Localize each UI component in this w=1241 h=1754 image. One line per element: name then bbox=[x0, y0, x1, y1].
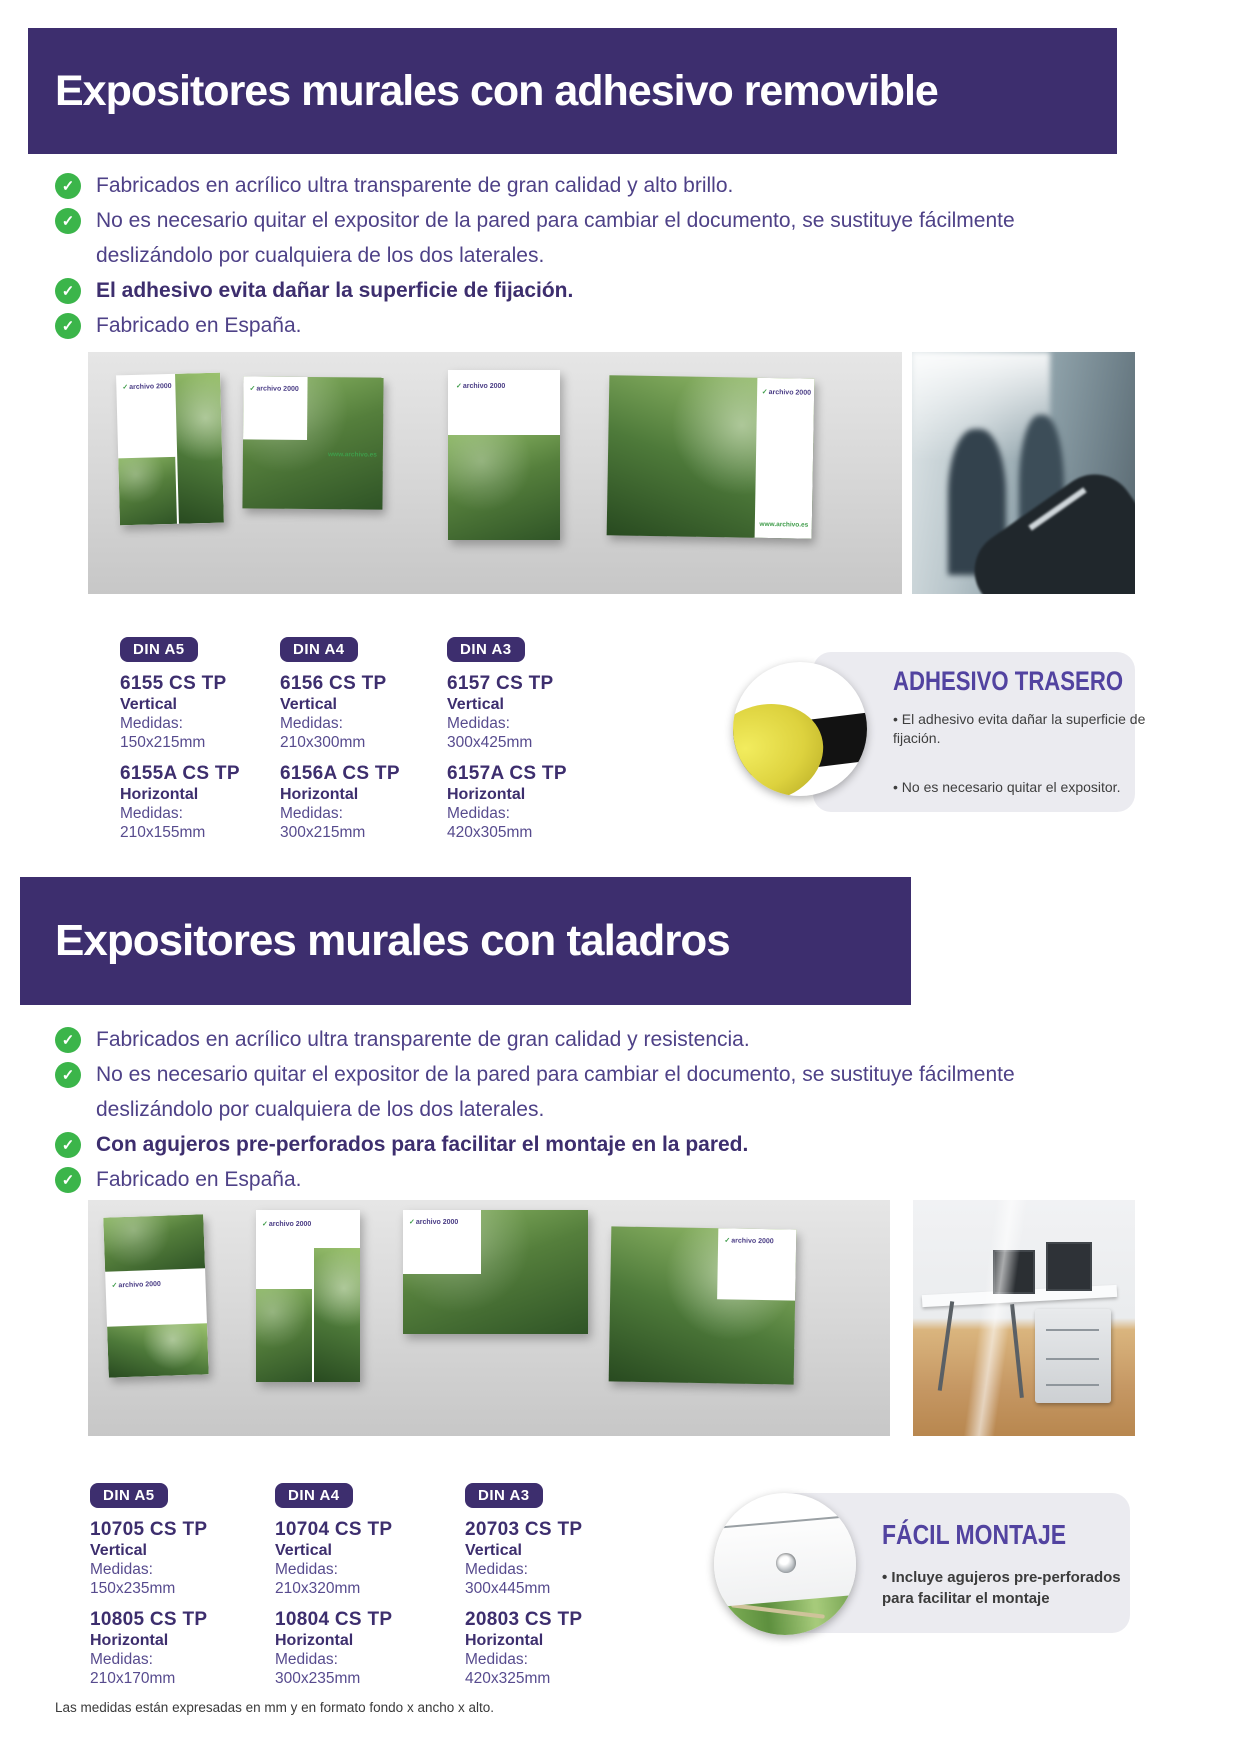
office-desk-photo bbox=[913, 1200, 1135, 1436]
product-spec-din-a3 bbox=[447, 637, 612, 842]
monitor bbox=[1046, 1242, 1092, 1291]
easy-mount-callout bbox=[770, 1493, 1130, 1633]
product-spec-din-a4 bbox=[280, 637, 445, 842]
size-value: 210x300mm bbox=[280, 733, 366, 751]
section1-banner bbox=[28, 28, 1117, 154]
feature-text: Fabricado en España. bbox=[96, 314, 302, 337]
size-value: 300x215mm bbox=[280, 823, 366, 841]
product-code: 10704 CS TP bbox=[275, 1519, 393, 1540]
drawer-handle bbox=[1046, 1329, 1099, 1331]
feature-text: No es necesario quitar el expositor de la pared para cambiar el documento, se sustituye fácilmente deslizándolo por cualquiera de los dos laterales. bbox=[96, 209, 1015, 267]
callout-title: ADHESIVO TRASERO bbox=[893, 666, 1124, 696]
size-value: 210x320mm bbox=[275, 1579, 361, 1597]
brand-logo: ✓ archivo 2000 bbox=[456, 382, 505, 390]
din-badge: DIN A3 bbox=[465, 1483, 543, 1508]
check-icon bbox=[55, 208, 81, 234]
chair-leg bbox=[1010, 1304, 1024, 1398]
product-code: 6156 CS TP bbox=[280, 673, 387, 694]
din-badge: DIN A5 bbox=[120, 637, 198, 662]
medidas-label: Medidas: bbox=[120, 805, 183, 822]
callout-bullet: • Incluye agujeros pre-perforados para facilitar el montaje bbox=[882, 1569, 1121, 1607]
brand-logo: ✓ archivo 2000 bbox=[724, 1236, 773, 1245]
check-icon bbox=[55, 173, 81, 199]
product-spec-din-a5 bbox=[120, 637, 285, 842]
feature-item bbox=[55, 1162, 1070, 1197]
panel-image bbox=[107, 1323, 209, 1378]
feature-item bbox=[55, 203, 1070, 273]
panel-logo-area bbox=[717, 1228, 796, 1301]
size-value: 300x425mm bbox=[447, 733, 533, 751]
brand-logo: ✓ archivo 2000 bbox=[122, 382, 171, 391]
product-code: 20703 CS TP bbox=[465, 1519, 583, 1540]
product-code: 10804 CS TP bbox=[275, 1609, 393, 1630]
panel-logo-area bbox=[403, 1210, 481, 1274]
drilled-hole-macro-image bbox=[714, 1493, 856, 1635]
panel-image bbox=[314, 1248, 360, 1382]
feature-text: El adhesivo evita dañar la superficie de fijación. bbox=[96, 279, 574, 302]
feature-item bbox=[55, 273, 1070, 308]
check-icon bbox=[55, 1167, 81, 1193]
adhesive-yellow-strip bbox=[733, 690, 835, 796]
orientation-label: Vertical bbox=[120, 696, 177, 713]
display-panel-a5-vertical bbox=[116, 373, 224, 526]
brand-logo: ✓ archivo 2000 bbox=[262, 1220, 311, 1228]
product-code: 6155 CS TP bbox=[120, 673, 227, 694]
product-photo-wall-adhesive bbox=[88, 352, 902, 594]
section2-banner bbox=[20, 877, 911, 1005]
callout-bullet: • El adhesivo evita dañar la superficie de fijación. bbox=[893, 711, 1146, 746]
medidas-label: Medidas: bbox=[280, 805, 343, 822]
display-panel-a4-vertical bbox=[256, 1210, 360, 1382]
brand-url: www.archivo.es bbox=[759, 520, 809, 529]
orientation-label: Vertical bbox=[447, 696, 504, 713]
size-value: 420x305mm bbox=[447, 823, 533, 841]
display-panel-a3-horizontal bbox=[607, 375, 815, 539]
medidas-label: Medidas: bbox=[447, 715, 510, 732]
measurement-note: Las medidas están expresadas en mm y en formato fondo x ancho x alto. bbox=[55, 1700, 494, 1715]
brand-logo: ✓ archivo 2000 bbox=[249, 384, 298, 392]
medidas-label: Medidas: bbox=[120, 715, 183, 732]
callout-bullet: • No es necesario quitar el expositor. bbox=[893, 779, 1121, 795]
orientation-label: Horizontal bbox=[90, 1632, 169, 1649]
size-value: 150x235mm bbox=[90, 1579, 176, 1597]
brand-logo: ✓ archivo 2000 bbox=[409, 1218, 458, 1226]
panel-image bbox=[103, 1214, 205, 1272]
display-panel-a3-horizontal bbox=[609, 1226, 797, 1384]
orientation-label: Horizontal bbox=[465, 1632, 544, 1649]
din-badge: DIN A4 bbox=[280, 637, 358, 662]
medidas-label: Medidas: bbox=[90, 1561, 153, 1578]
section1-title: Expositores murales con adhesivo removible bbox=[55, 66, 938, 115]
panel-image bbox=[448, 435, 560, 540]
check-icon bbox=[55, 1062, 81, 1088]
orientation-label: Horizontal bbox=[275, 1632, 354, 1649]
product-spec-din-a4 bbox=[275, 1483, 440, 1688]
product-code: 6156A CS TP bbox=[280, 763, 400, 784]
feature-text: Fabricados en acrílico ultra transparente de gran calidad y resistencia. bbox=[96, 1028, 750, 1051]
office-people-photo bbox=[912, 352, 1135, 594]
check-icon bbox=[55, 313, 81, 339]
display-panel-a4-horizontal bbox=[242, 376, 383, 509]
callout-title: FÁCIL MONTAJE bbox=[882, 1519, 1067, 1550]
feature-text: Con agujeros pre-perforados para facilitar el montaje en la pared. bbox=[96, 1133, 749, 1156]
pre-drilled-hole bbox=[776, 1553, 796, 1573]
product-code: 6157 CS TP bbox=[447, 673, 554, 694]
product-code: 6155A CS TP bbox=[120, 763, 240, 784]
orientation-label: Horizontal bbox=[120, 786, 199, 803]
display-panel-a4-horizontal bbox=[403, 1210, 588, 1334]
feature-item bbox=[55, 308, 1070, 343]
drawer-handle bbox=[1046, 1358, 1099, 1360]
feature-text: Fabricado en España. bbox=[96, 1168, 302, 1191]
panel-image bbox=[118, 456, 177, 525]
medidas-label: Medidas: bbox=[447, 805, 510, 822]
adhesive-callout bbox=[813, 652, 1146, 812]
size-value: 300x235mm bbox=[275, 1669, 361, 1687]
orientation-label: Vertical bbox=[275, 1542, 332, 1559]
product-code: 6157A CS TP bbox=[447, 763, 567, 784]
size-value: 300x445mm bbox=[465, 1579, 551, 1597]
desk-leg bbox=[938, 1302, 954, 1391]
panel-logo-area bbox=[754, 378, 814, 539]
section1-feature-list bbox=[55, 168, 1070, 343]
feature-text: Fabricados en acrílico ultra transparente de gran calidad y alto brillo. bbox=[96, 174, 734, 197]
display-panel-a5-vertical bbox=[103, 1214, 209, 1377]
size-value: 420x325mm bbox=[465, 1669, 551, 1687]
din-badge: DIN A5 bbox=[90, 1483, 168, 1508]
check-icon bbox=[55, 278, 81, 304]
drawer-unit bbox=[1035, 1309, 1110, 1403]
feature-item bbox=[55, 1127, 1070, 1162]
orientation-label: Horizontal bbox=[447, 786, 526, 803]
din-badge: DIN A4 bbox=[275, 1483, 353, 1508]
adhesive-macro-image bbox=[733, 662, 867, 796]
product-spec-din-a5 bbox=[90, 1483, 255, 1688]
feature-item bbox=[55, 1057, 1070, 1127]
feature-text: No es necesario quitar el expositor de la pared para cambiar el documento, se sustituye fácilmente deslizándolo por cualquiera de los dos laterales. bbox=[96, 1063, 1015, 1121]
section2-feature-list bbox=[55, 1022, 1070, 1197]
panel-image bbox=[256, 1289, 312, 1382]
orientation-label: Vertical bbox=[465, 1542, 522, 1559]
size-value: 210x155mm bbox=[120, 823, 206, 841]
size-value: 210x170mm bbox=[90, 1669, 176, 1687]
glass-reflection bbox=[963, 1200, 1027, 1436]
brand-logo: ✓ archivo 2000 bbox=[762, 388, 811, 397]
panel-image bbox=[175, 373, 224, 524]
check-icon bbox=[55, 1027, 81, 1053]
feature-item bbox=[55, 168, 1070, 203]
feature-item bbox=[55, 1022, 1070, 1057]
check-icon bbox=[55, 1132, 81, 1158]
medidas-label: Medidas: bbox=[275, 1561, 338, 1578]
orientation-label: Horizontal bbox=[280, 786, 359, 803]
size-value: 150x215mm bbox=[120, 733, 206, 751]
product-spec-din-a3 bbox=[465, 1483, 630, 1688]
drawer-handle bbox=[1046, 1384, 1099, 1386]
medidas-label: Medidas: bbox=[465, 1651, 528, 1668]
medidas-label: Medidas: bbox=[275, 1651, 338, 1668]
section2-title: Expositores murales con taladros bbox=[55, 916, 730, 965]
display-panel-a4-vertical bbox=[448, 370, 560, 540]
product-code: 10805 CS TP bbox=[90, 1609, 208, 1630]
product-photo-wall-drilled bbox=[88, 1200, 890, 1436]
orientation-label: Vertical bbox=[90, 1542, 147, 1559]
medidas-label: Medidas: bbox=[280, 715, 343, 732]
brand-logo: ✓ archivo 2000 bbox=[111, 1280, 161, 1290]
din-badge: DIN A3 bbox=[447, 637, 525, 662]
medidas-label: Medidas: bbox=[465, 1561, 528, 1578]
orientation-label: Vertical bbox=[280, 696, 337, 713]
panel-logo-area bbox=[243, 376, 308, 440]
brand-url: www.archivo.es bbox=[327, 451, 377, 459]
product-code: 10705 CS TP bbox=[90, 1519, 208, 1540]
medidas-label: Medidas: bbox=[90, 1651, 153, 1668]
product-code: 20803 CS TP bbox=[465, 1609, 583, 1630]
